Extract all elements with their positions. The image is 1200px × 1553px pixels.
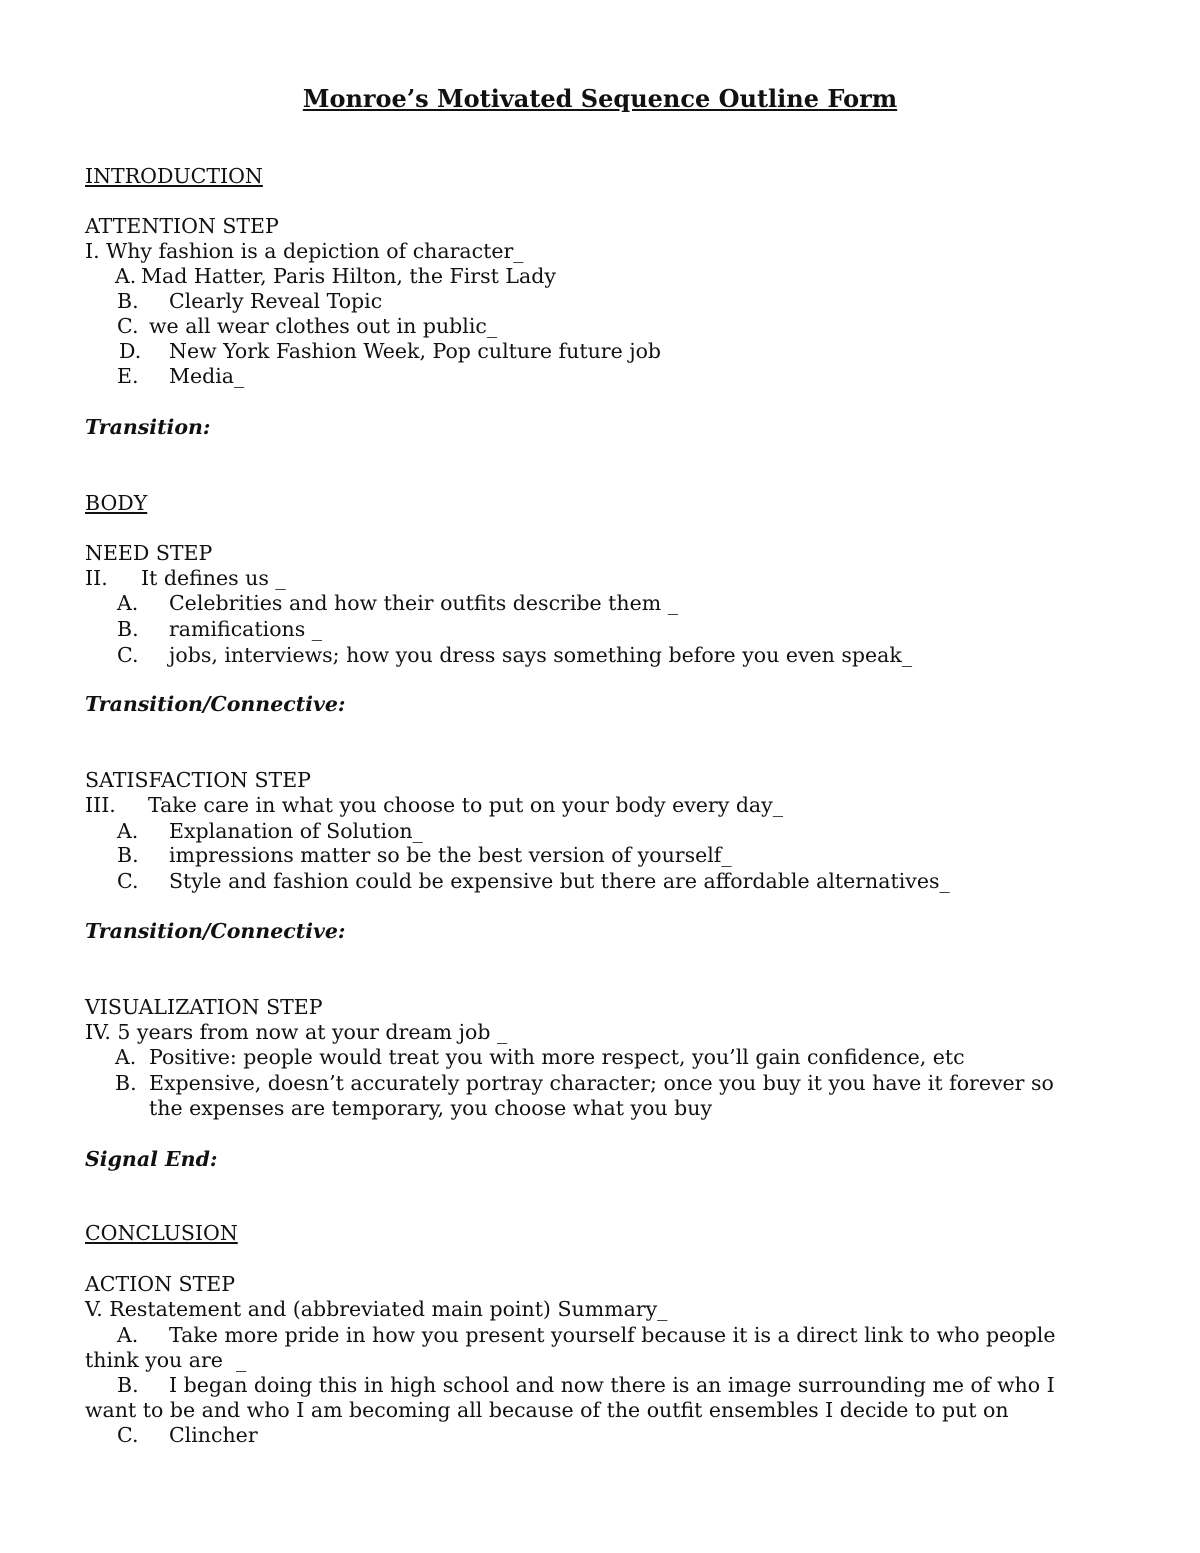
attention-item-d-label: D. [119,339,142,363]
need-main-label: II. [85,566,108,590]
satisfaction-item-b-label: B. [117,843,139,867]
satisfaction-step-heading: SATISFACTION STEP [85,768,311,792]
attention-item-c-text: we all wear clothes out in public_ [149,314,498,338]
action-item-c-text: Clincher [169,1423,258,1447]
action-main-point: V. Restatement and (abbreviated main point) Summary_ [85,1297,668,1321]
satisfaction-item-a-label: A. [117,819,139,843]
satisfaction-item-b-text: impressions matter so be the best version of yourself_ [169,843,732,867]
attention-item-a-text: Mad Hatter, Paris Hilton, the First Lady [141,264,556,288]
visualization-item-b-label: B. [115,1071,137,1095]
visualization-item-a-text: Positive: people would treat you with more respect, you’ll gain confidence, etc [149,1045,965,1069]
attention-main-point: I. Why fashion is a depiction of character_ [85,239,524,263]
need-item-c-label: C. [117,643,139,667]
attention-item-e-text: Media_ [169,364,245,388]
visualization-item-b-continuation: the expenses are temporary, you choose what you buy [149,1096,713,1120]
attention-item-b-label: B. [117,289,139,313]
signal-end-label: Signal End: [85,1147,218,1171]
action-item-a-label: A. [117,1323,139,1347]
need-item-c-text: jobs, interviews; how you dress says something before you even speak_ [169,643,913,667]
action-item-c-label: C. [117,1423,139,1447]
need-item-a-label: A. [117,591,139,615]
action-item-a-text: Take more pride in how you present yourself because it is a direct link to who people [169,1323,1056,1347]
action-item-b-label: B. [117,1373,139,1397]
attention-item-a-label: A. [115,264,137,288]
action-item-a-continuation: think you are _ [85,1348,247,1372]
visualization-item-a-label: A. [115,1045,137,1069]
attention-item-b-text: Clearly Reveal Topic [169,289,383,313]
page-title: Monroe’s Motivated Sequence Outline Form [302,84,898,113]
satisfaction-transition-label: Transition/Connective: [85,919,346,943]
satisfaction-main-text: Take care in what you choose to put on your body every day_ [148,793,783,817]
action-step-heading: ACTION STEP [85,1272,235,1296]
attention-item-e-label: E. [117,364,139,388]
satisfaction-item-a-text: Explanation of Solution_ [169,819,423,843]
attention-item-d-text: New York Fashion Week, Pop culture future job [169,339,662,363]
satisfaction-item-c-text: Style and fashion could be expensive but there are affordable alternatives_ [169,869,950,893]
body-heading: BODY [85,491,148,515]
satisfaction-main-label: III. [85,793,116,817]
satisfaction-item-c-label: C. [117,869,139,893]
need-item-b-text: ramifications _ [169,617,323,641]
introduction-heading: INTRODUCTION [85,164,263,188]
visualization-step-heading: VISUALIZATION STEP [85,995,323,1019]
conclusion-heading: CONCLUSION [85,1221,238,1245]
visualization-item-b-text: Expensive, doesn’t accurately portray character; once you buy it you have it forever so [149,1071,1054,1095]
need-main-text: It defines us _ [141,566,286,590]
attention-item-c-label: C. [117,314,139,338]
need-item-b-label: B. [117,617,139,641]
visualization-main-point: IV. 5 years from now at your dream job _ [85,1020,508,1044]
attention-step-heading: ATTENTION STEP [85,214,279,238]
action-item-b-continuation: want to be and who I am becoming all because of the outfit ensembles I decide to put on [85,1398,1009,1422]
need-transition-label: Transition/Connective: [85,692,346,716]
action-item-b-text: I began doing this in high school and now there is an image surrounding me of who I [169,1373,1055,1397]
intro-transition-label: Transition: [85,415,211,439]
need-step-heading: NEED STEP [85,541,213,565]
need-item-a-text: Celebrities and how their outfits describe them _ [169,591,678,615]
